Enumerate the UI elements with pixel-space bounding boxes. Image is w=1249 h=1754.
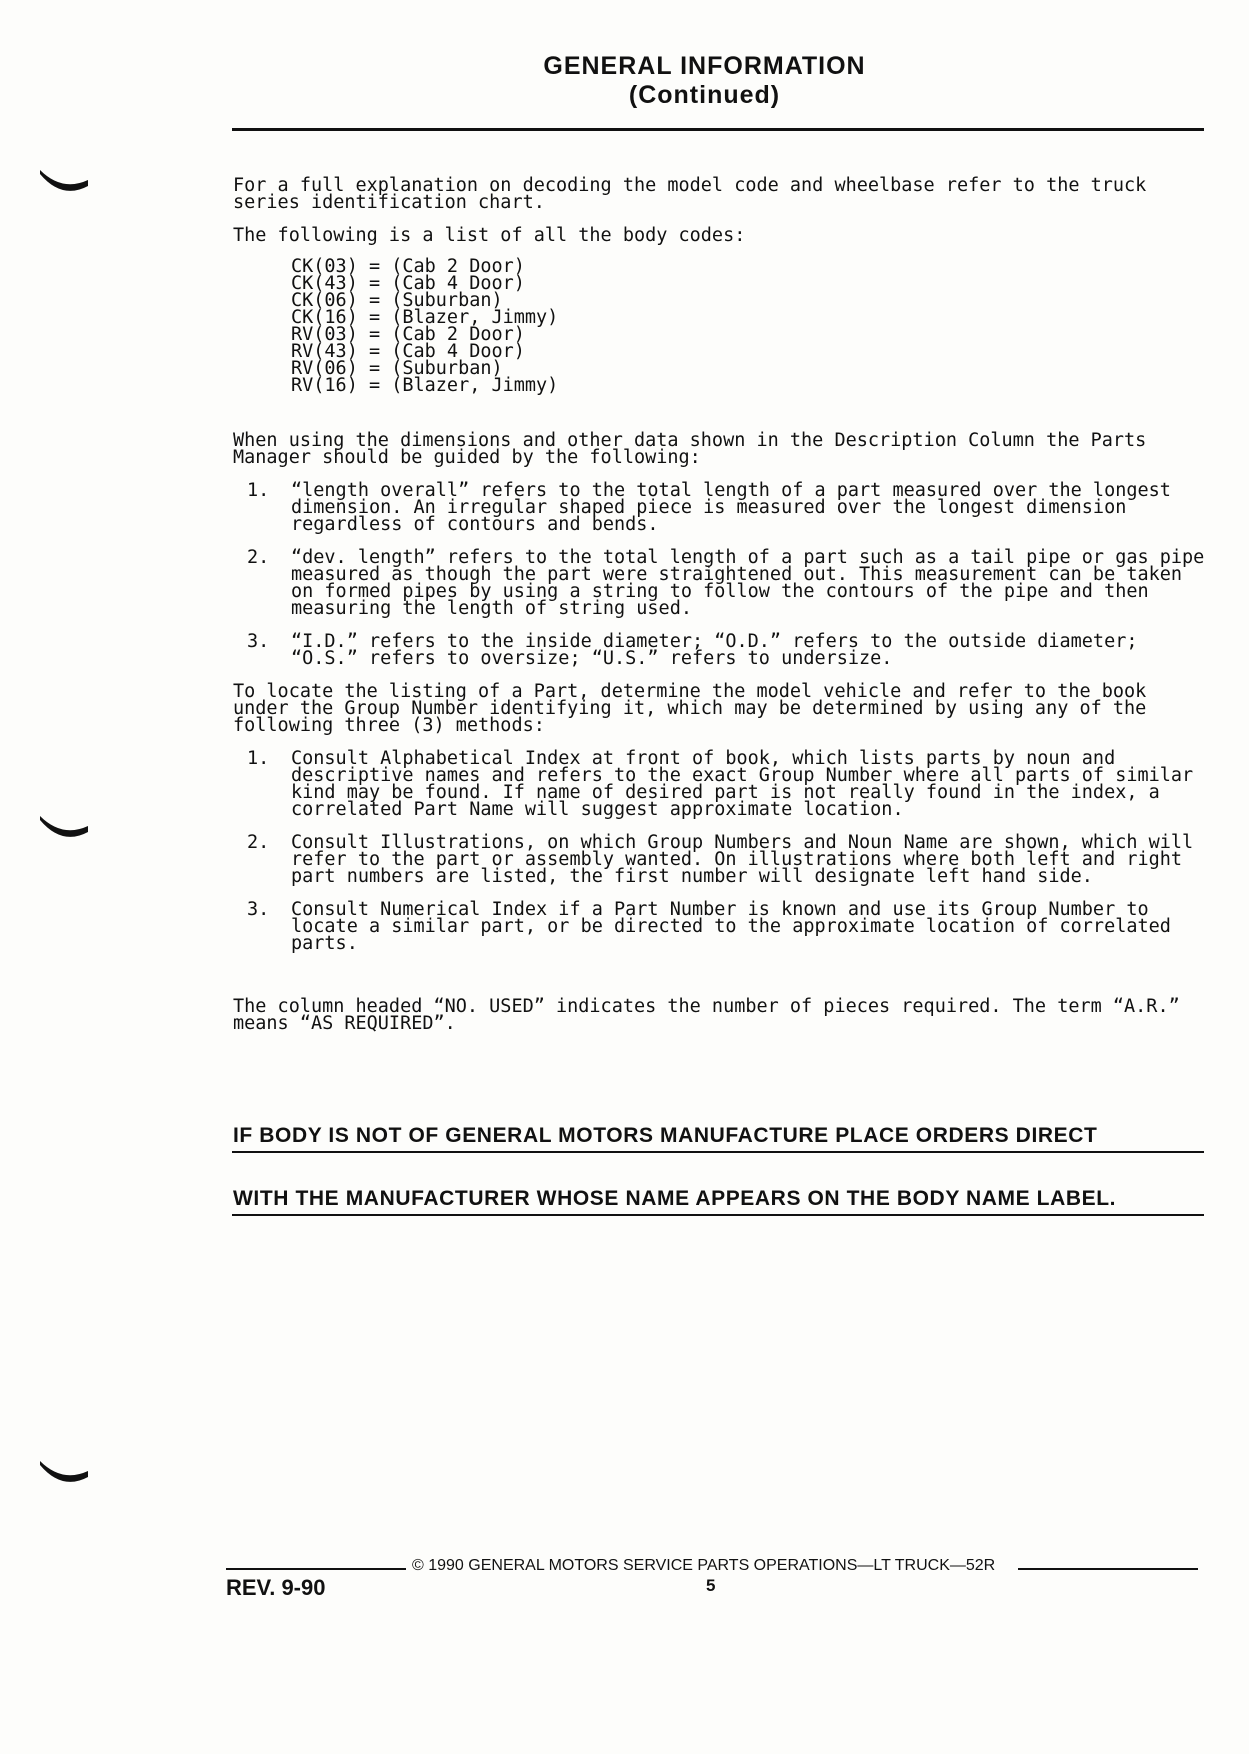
no-used-paragraph: The column headed “NO. USED” indicates the number of pieces required. The term “A.R.” means “AS REQUIRED”.: [233, 996, 1180, 1034]
item-text: Consult Alphabetical Index at front of book, which lists parts by noun and descriptive names and refers to the exact Group Number where all parts of similar kind may be found. If name of desired part is not really found in the index, a correlated Part Name will suggest approximate location.: [291, 748, 1194, 820]
punch-hole-mark: [36, 1453, 92, 1493]
title-line-1: GENERAL INFORMATION: [543, 52, 866, 80]
body-codes-intro: The following is a list of all the body codes:: [233, 225, 746, 246]
item-text: “dev. length” refers to the total length of a part such as a tail pipe or gas pipe measured as though the part were straightened out. This measurement can be taken on formed pipes by using a string to follow the contours of the pipe and then measuring the length of string used.: [291, 547, 1205, 619]
header-rule: [232, 128, 1204, 131]
body-code-item: CK(06) = (Suburban): [291, 290, 503, 311]
item-text: “I.D.” refers to the inside diameter; “O.D.” refers to the outside diameter; “O.S.” refers to oversize; “U.S.” refers to undersize.: [291, 631, 1138, 669]
notice-line-2: WITH THE MANUFACTURER WHOSE NAME APPEARS ON THE BODY NAME LABEL.: [233, 1187, 1117, 1210]
notice-line-1: IF BODY IS NOT OF GENERAL MOTORS MANUFACTURE PLACE ORDERS DIRECT: [233, 1124, 1098, 1147]
page-title: [0, 52, 1249, 110]
punch-hole-mark: [36, 162, 92, 202]
body-code-item: RV(06) = (Suburban): [291, 358, 503, 379]
body-code-item: CK(43) = (Cab 4 Door): [291, 273, 525, 294]
body-code-item: CK(03) = (Cab 2 Door): [291, 256, 525, 277]
body-codes-list: [291, 258, 1208, 394]
punch-hole-mark: [36, 808, 92, 848]
dimension-item: [233, 633, 1208, 667]
body-code-item: CK(16) = (Blazer, Jimmy): [291, 307, 559, 328]
method-item: [233, 834, 1208, 885]
body-code-item: RV(16) = (Blazer, Jimmy): [291, 375, 559, 396]
dimensions-intro: When using the dimensions and other data shown in the Description Column the Parts Manager should be guided by the following:: [233, 430, 1147, 468]
item-number: 3.: [247, 631, 270, 652]
item-number: 2.: [247, 547, 270, 568]
intro-paragraph: For a full explanation on decoding the model code and wheelbase refer to the truck series identification chart.: [233, 175, 1147, 213]
footer-rule-left: [226, 1568, 406, 1570]
copyright-text: © 1990 GENERAL MOTORS SERVICE PARTS OPERATIONS—LT TRUCK—52R: [412, 1557, 996, 1574]
item-number: 1.: [247, 748, 270, 769]
body-code-item: RV(43) = (Cab 4 Door): [291, 341, 525, 362]
revision-label: REV. 9-90: [226, 1575, 326, 1600]
item-number: 1.: [247, 480, 270, 501]
item-text: Consult Numerical Index if a Part Number is known and use its Group Number to locate a similar part, or be directed to the approximate location of correlated parts.: [291, 899, 1171, 954]
method-item: [233, 750, 1208, 818]
method-item: [233, 901, 1208, 952]
item-number: 3.: [247, 899, 270, 920]
locate-intro: To locate the listing of a Part, determine the model vehicle and refer to the book under the Group Number identifying it, which may be determined by using any of the following three (3) methods:: [233, 681, 1147, 736]
body-code-item: RV(03) = (Cab 2 Door): [291, 324, 525, 345]
dimension-item: [233, 549, 1208, 617]
notice-rule-2: [232, 1214, 1204, 1216]
title-line-2: (Continued): [628, 81, 781, 109]
item-text: “length overall” refers to the total length of a part measured over the longest dimension. An irregular shaped piece is measured over the longest dimension regardless of contours and bends.: [291, 480, 1171, 535]
notice-rule-1: [232, 1151, 1204, 1153]
item-text: Consult Illustrations, on which Group Numbers and Noun Name are shown, which will refer to the part or assembly wanted. On illustrations where both left and right part numbers are listed, the first number will designate left hand side.: [291, 832, 1194, 887]
body-text: [233, 177, 1208, 1048]
dimension-item: [233, 482, 1208, 533]
page-number: 5: [706, 1576, 716, 1595]
footer-rule-right: [1018, 1568, 1198, 1570]
item-number: 2.: [247, 832, 270, 853]
